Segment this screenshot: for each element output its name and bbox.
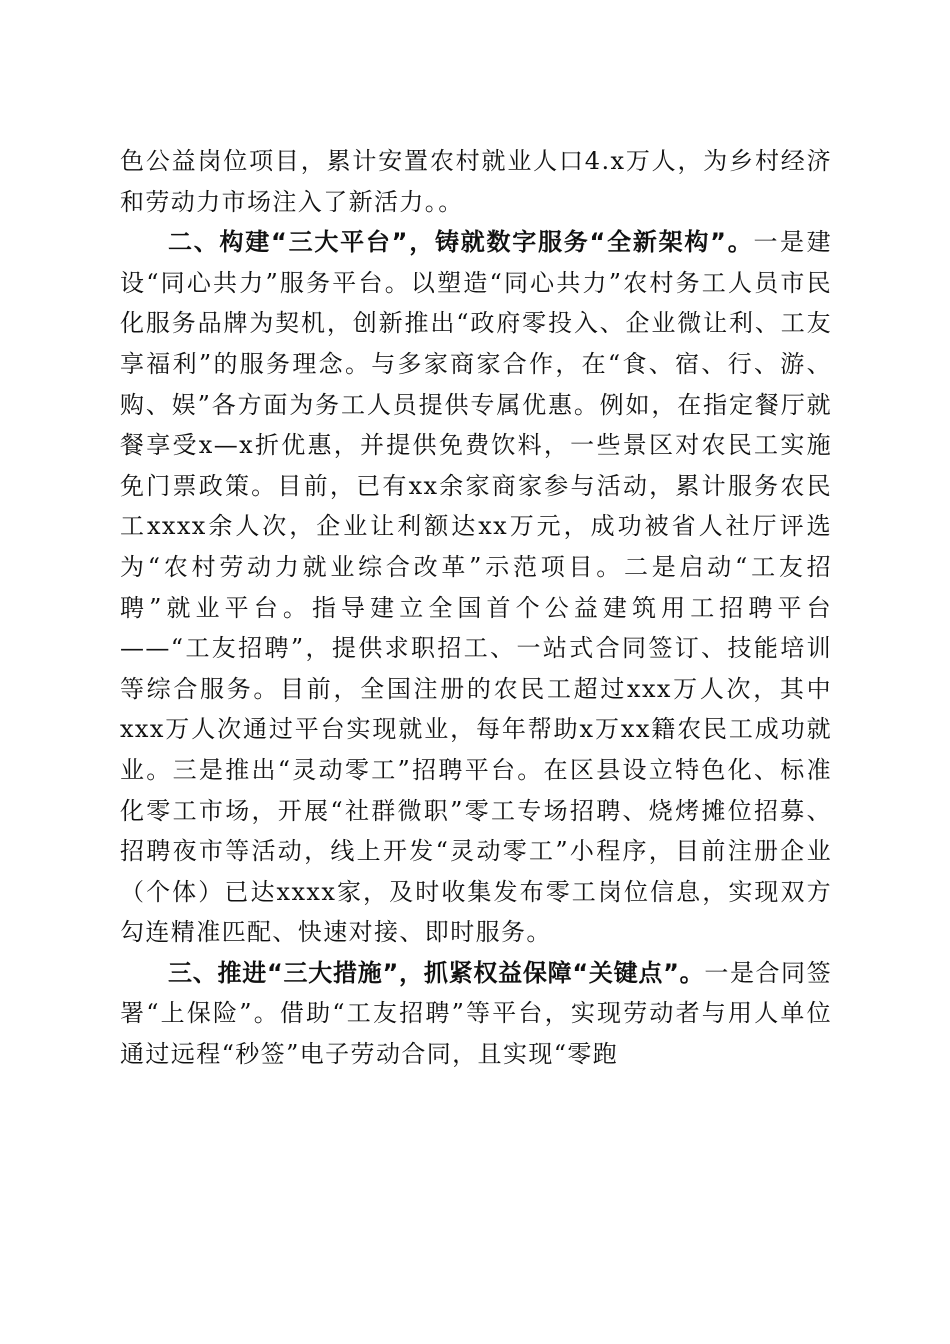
paragraph-text: 色公益岗位项目，累计安置农村就业人口4.x万人，为乡村经济和劳动力市场注入了新活力。。 [120, 147, 832, 216]
section-two-heading: 二、构建“三大平台”，铸就数字服务“全新架构”。 [168, 228, 754, 257]
section-three-paragraph [120, 953, 832, 1075]
section-two-text: 一是建设“同心共力”服务平台。以塑造“同心共力”农村务工人员市民化服务品牌为契机，创新推出“政府零投入、企业微让利、工友享福利”的服务理念。与多家商家合作，在“食、宿、行、游、购、娱”各方面为务工人员提供专属优惠。例如，在指定餐厅就餐享受x—x折优惠，并提供免费饮料，一些景区对农民工实施免门票政策。目前，已有xx余家商家参与活动，累计服务农民工xxxx余人次，企业让利额达xx万元，成功被省人社厅评选为“农村劳动力就业综合改革”示范项目。二是启动“工友招聘”就业平台。指导建立全国首个公益建筑用工招聘平台——“工友招聘”，提供求职招工、一站式合同签订、技能培训等综合服务。目前，全国注册的农民工超过xxx万人次，其中xxx万人次通过平台实现就业，每年帮助x万xx籍农民工成功就业。三是推出“灵动零工”招聘平台。在区县设立特色化、标准化零工市场，开展“社群微职”零工专场招聘、烧烤摊位招募、招聘夜市等活动，线上开发“灵动零工”小程序，目前注册企业（个体）已达xxxx家，及时收集发布零工岗位信息，实现双方勾连精准匹配、快速对接、即时服务。 [120, 228, 832, 947]
paragraph-continuation [120, 141, 832, 222]
section-two-paragraph [120, 222, 832, 953]
section-three-heading: 三、推进“三大措施”，抓紧权益保障“关键点”。 [168, 958, 705, 987]
document-body [120, 141, 832, 1075]
section-three-text: 一是合同签署“上保险”。借助“工友招聘”等平台，实现劳动者与用人单位通过远程“秒签”电子劳动合同，且实现“零跑 [120, 958, 832, 1069]
